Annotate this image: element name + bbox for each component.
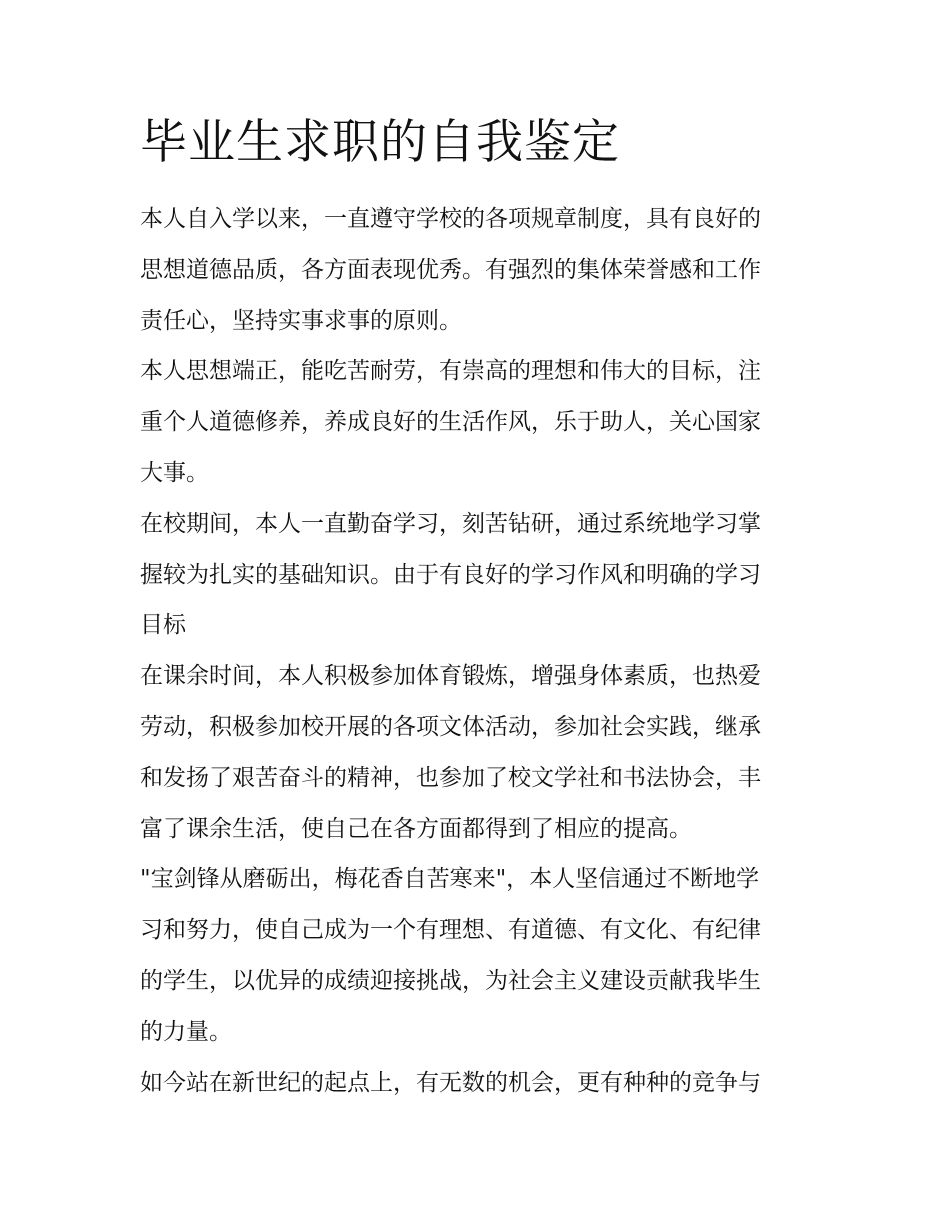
paragraph-enrollment-conduct (140, 194, 820, 346)
paragraph-extracurricular (140, 651, 820, 854)
paragraph-new-century (140, 1058, 820, 1109)
paragraph-study (140, 499, 820, 651)
paragraph-line: 的学生，以优异的成绩迎接挑战，为社会主义建设贡献我毕生 (140, 967, 761, 994)
paragraph-line: 富了课余生活，使自己在各方面都得到了相应的提高。 (140, 815, 692, 842)
paragraph-line: "宝剑锋从磨砺出，梅花香自苦寒来"，本人坚信通过不断地学 (140, 866, 760, 893)
paragraph-line: 本人思想端正，能吃苦耐劳，有崇高的理想和伟大的目标，注 (140, 358, 761, 385)
paragraph-motto (140, 854, 820, 1057)
paragraph-line: 在课余时间，本人积极参加体育锻炼，增强身体素质，也热爱 (140, 663, 761, 690)
paragraph-line: 的力量。 (140, 1018, 232, 1045)
paragraph-line: 如今站在新世纪的起点上，有无数的机会，更有种种的竞争与 (140, 1069, 761, 1096)
paragraph-line: 重个人道德修养，养成良好的生活作风，乐于助人，关心国家 (140, 409, 761, 436)
paragraph-line: 握较为扎实的基础知识。由于有良好的学习作风和明确的学习 (140, 561, 761, 588)
paragraph-character (140, 346, 820, 498)
paragraph-line: 劳动，积极参加校开展的各项文体活动，参加社会实践，继承 (140, 713, 761, 740)
paragraph-line: 责任心，坚持实事求事的原则。 (140, 307, 462, 334)
paragraph-line: 目标 (140, 612, 186, 639)
document-title: 毕业生求职的自我鉴定 (140, 115, 620, 170)
paragraph-line: 本人自入学以来，一直遵守学校的各项规章制度，具有良好的 (140, 206, 761, 232)
paragraph-line: 在校期间，本人一直勤奋学习，刻苦钻研，通过系统地学习掌 (140, 510, 761, 537)
document-page (140, 112, 820, 1108)
paragraph-line: 思想道德品质，各方面表现优秀。有强烈的集体荣誉感和工作 (140, 256, 761, 283)
paragraph-line: 大事。 (140, 459, 209, 486)
paragraph-line: 和发扬了艰苦奋斗的精神，也参加了校文学社和书法协会，丰 (140, 764, 761, 791)
paragraph-line: 习和努力，使自己成为一个有理想、有道德、有文化、有纪律 (140, 917, 761, 944)
